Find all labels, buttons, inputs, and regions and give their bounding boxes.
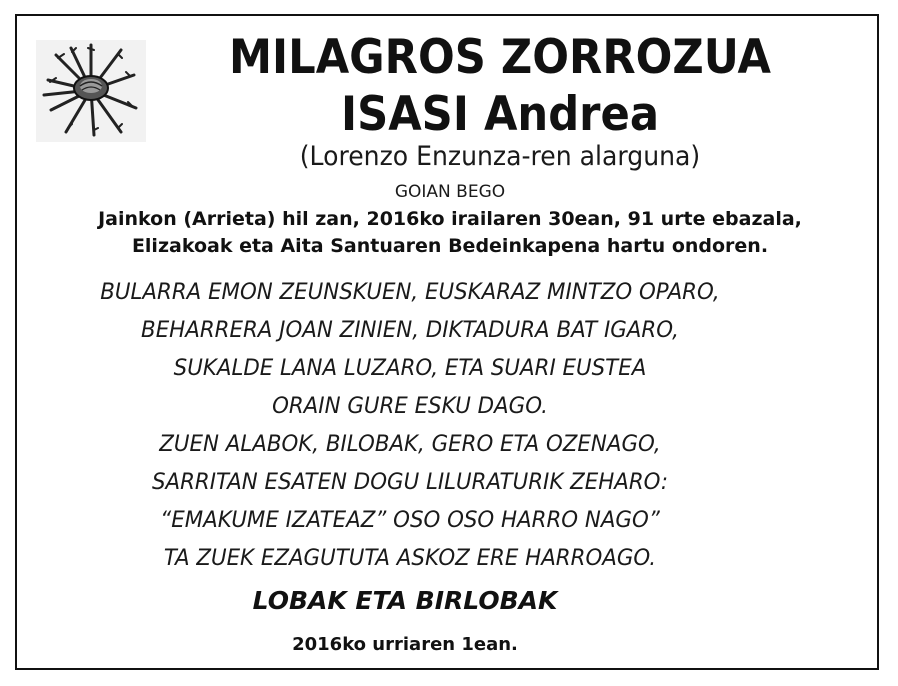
signers: LOBAK ETA BIRLOBAK xyxy=(252,586,558,615)
widow-of-line: (Lorenzo Enzunza-ren alarguna) xyxy=(299,141,701,172)
poem-line: SARRITAN ESATEN DOGU LILURATURIK ZEHARO: xyxy=(151,470,669,495)
poem-line: “EMAKUME IZATEAZ” OSO OSO HARRO NAGO” xyxy=(160,508,660,533)
poem-line: TA ZUEK EZAGUTUTA ASKOZ ERE HARROAGO. xyxy=(163,546,657,571)
poem-line: ZUEN ALABOK, BILOBAK, GERO ETA OZENAGO, xyxy=(159,432,661,457)
poem xyxy=(0,276,820,580)
deceased-name-line1: MILAGROS ZORROZUA xyxy=(229,30,771,85)
poem-line: ORAIN GURE ESKU DAGO. xyxy=(272,394,548,419)
rest-in-peace-text: GOIAN BEGO xyxy=(394,182,506,202)
poem-line: BEHARRERA JOAN ZINIEN, DIKTADURA BAT IGARO, xyxy=(141,318,679,343)
death-notice-line1: Jainkon (Arrieta) hil zan, 2016ko irailaren 30ean, 91 urte ebazala, xyxy=(98,208,802,230)
death-notice-line2: Elizakoak eta Aita Santuaren Bedeinkapena hartu ondoren. xyxy=(131,235,769,257)
poem-line: SUKALDE LANA LUZARO, ETA SUARI EUSTEA xyxy=(173,356,647,381)
poem-line: BULARRA EMON ZEUNSKUEN, EUSKARAZ MINTZO OPARO, xyxy=(100,280,720,305)
deceased-name-line2: ISASI Andrea xyxy=(340,87,660,142)
notice-date: 2016ko urriaren 1ean. xyxy=(292,634,518,655)
thistle-flower-icon xyxy=(36,40,146,142)
death-notice xyxy=(40,206,860,260)
